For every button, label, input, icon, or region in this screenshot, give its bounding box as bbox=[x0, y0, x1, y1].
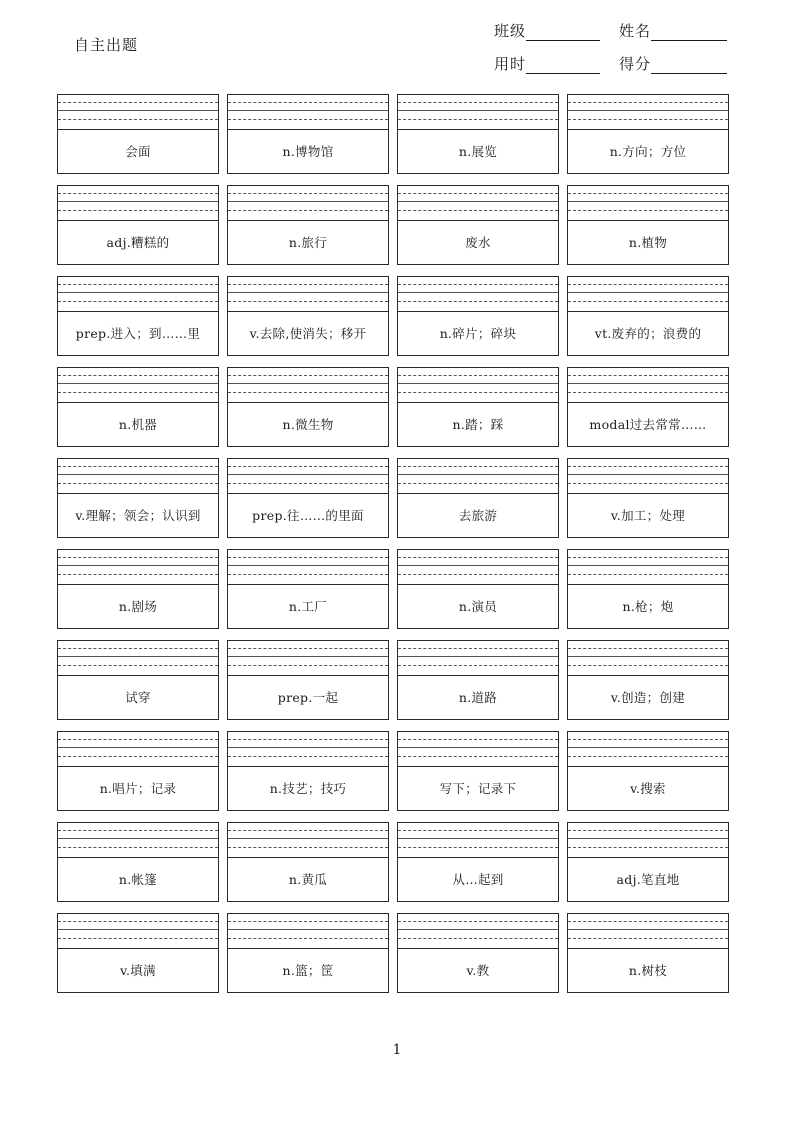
guide-line bbox=[568, 383, 728, 384]
guide-line bbox=[568, 119, 728, 120]
guide-line bbox=[228, 847, 388, 848]
vocab-card bbox=[397, 731, 559, 811]
guide-line bbox=[568, 102, 728, 103]
writing-lines[interactable] bbox=[398, 641, 558, 676]
vocab-card bbox=[57, 549, 219, 629]
writing-lines[interactable] bbox=[568, 277, 728, 312]
vocab-card bbox=[397, 822, 559, 902]
word-meaning: n.方向；方位 bbox=[609, 144, 687, 159]
word-meaning: n.植物 bbox=[628, 235, 668, 250]
guide-line bbox=[398, 292, 558, 293]
word-meaning: v.创造；创建 bbox=[610, 690, 686, 705]
guide-line bbox=[398, 665, 558, 666]
writing-lines[interactable] bbox=[58, 368, 218, 403]
guide-line bbox=[58, 656, 218, 657]
guide-line bbox=[568, 565, 728, 566]
guide-line bbox=[398, 921, 558, 922]
guide-line bbox=[398, 383, 558, 384]
guide-line bbox=[58, 392, 218, 393]
word-meaning: n.展览 bbox=[458, 144, 498, 159]
guide-line bbox=[58, 847, 218, 848]
writing-lines[interactable] bbox=[228, 368, 388, 403]
guide-line bbox=[398, 648, 558, 649]
vocab-card bbox=[567, 276, 729, 356]
guide-line bbox=[58, 929, 218, 930]
guide-line bbox=[398, 747, 558, 748]
writing-lines[interactable] bbox=[58, 732, 218, 767]
class-blank[interactable] bbox=[526, 26, 600, 41]
guide-line bbox=[568, 483, 728, 484]
vocab-card bbox=[567, 913, 729, 993]
word-meaning: v.理解；领会；认识到 bbox=[75, 508, 201, 523]
writing-lines[interactable] bbox=[228, 277, 388, 312]
vocab-card bbox=[227, 185, 389, 265]
guide-line bbox=[58, 375, 218, 376]
guide-line bbox=[58, 483, 218, 484]
guide-line bbox=[568, 830, 728, 831]
writing-lines[interactable] bbox=[398, 459, 558, 494]
guide-line bbox=[398, 110, 558, 111]
score-label: 得分 bbox=[619, 55, 652, 73]
guide-line bbox=[58, 201, 218, 202]
vocab-card bbox=[397, 367, 559, 447]
guide-line bbox=[228, 665, 388, 666]
word-meaning: adj.糟糕的 bbox=[106, 235, 170, 250]
writing-lines[interactable] bbox=[568, 459, 728, 494]
word-meaning: 废水 bbox=[465, 235, 491, 250]
name-label: 姓名 bbox=[619, 22, 652, 40]
vocab-card bbox=[57, 276, 219, 356]
writing-lines[interactable] bbox=[58, 186, 218, 221]
word-meaning: n.旅行 bbox=[288, 235, 328, 250]
writing-lines[interactable] bbox=[398, 368, 558, 403]
guide-line bbox=[228, 838, 388, 839]
guide-line bbox=[568, 938, 728, 939]
writing-lines[interactable] bbox=[568, 914, 728, 949]
vocab-card bbox=[567, 822, 729, 902]
guide-line bbox=[568, 747, 728, 748]
guide-line bbox=[58, 665, 218, 666]
word-meaning: prep.进入；到……里 bbox=[75, 326, 201, 341]
word-meaning: 去旅游 bbox=[458, 508, 498, 523]
word-meaning: n.剧场 bbox=[118, 599, 158, 614]
guide-line bbox=[398, 929, 558, 930]
writing-lines[interactable] bbox=[568, 368, 728, 403]
guide-line bbox=[58, 474, 218, 475]
vocab-card bbox=[57, 640, 219, 720]
word-meaning: 写下；记录下 bbox=[439, 781, 517, 796]
writing-lines[interactable] bbox=[228, 914, 388, 949]
writing-lines[interactable] bbox=[58, 459, 218, 494]
writing-lines[interactable] bbox=[398, 914, 558, 949]
guide-line bbox=[568, 466, 728, 467]
guide-line bbox=[398, 102, 558, 103]
guide-line bbox=[568, 110, 728, 111]
guide-line bbox=[58, 648, 218, 649]
vocab-card bbox=[227, 367, 389, 447]
vocab-card bbox=[57, 458, 219, 538]
vocab-card bbox=[227, 94, 389, 174]
score-blank[interactable] bbox=[651, 59, 727, 74]
word-meaning: 试穿 bbox=[125, 690, 151, 705]
writing-lines[interactable] bbox=[398, 732, 558, 767]
guide-line bbox=[398, 557, 558, 558]
guide-line bbox=[398, 193, 558, 194]
word-meaning: 会面 bbox=[125, 144, 151, 159]
name-field bbox=[619, 20, 727, 41]
guide-line bbox=[568, 201, 728, 202]
writing-lines[interactable] bbox=[228, 641, 388, 676]
word-meaning: n.工厂 bbox=[288, 599, 328, 614]
guide-line bbox=[398, 739, 558, 740]
word-meaning: n.树枝 bbox=[628, 963, 668, 978]
word-meaning: prep.一起 bbox=[277, 690, 339, 705]
guide-line bbox=[398, 210, 558, 211]
guide-line bbox=[568, 838, 728, 839]
vocab-card bbox=[227, 731, 389, 811]
word-meaning: v.去除,使消失；移开 bbox=[249, 326, 367, 341]
vocab-card bbox=[397, 185, 559, 265]
writing-lines[interactable] bbox=[568, 95, 728, 130]
guide-line bbox=[228, 466, 388, 467]
guide-line bbox=[228, 119, 388, 120]
guide-line bbox=[398, 656, 558, 657]
writing-lines[interactable] bbox=[398, 550, 558, 585]
guide-line bbox=[398, 375, 558, 376]
writing-lines[interactable] bbox=[228, 186, 388, 221]
guide-line bbox=[228, 383, 388, 384]
guide-line bbox=[568, 656, 728, 657]
guide-line bbox=[58, 565, 218, 566]
guide-line bbox=[398, 392, 558, 393]
word-meaning: prep.往……的里面 bbox=[252, 508, 364, 523]
writing-lines[interactable] bbox=[228, 823, 388, 858]
guide-line bbox=[58, 921, 218, 922]
guide-line bbox=[58, 110, 218, 111]
word-meaning: n.枪；炮 bbox=[622, 599, 674, 614]
writing-lines[interactable] bbox=[228, 459, 388, 494]
word-meaning: n.技艺；技巧 bbox=[269, 781, 347, 796]
word-meaning: n.篮；筐 bbox=[282, 963, 334, 978]
guide-line bbox=[228, 102, 388, 103]
writing-lines[interactable] bbox=[398, 186, 558, 221]
vocab-card bbox=[57, 822, 219, 902]
vocab-card bbox=[57, 94, 219, 174]
guide-line bbox=[568, 739, 728, 740]
guide-line bbox=[568, 921, 728, 922]
vocab-card bbox=[227, 549, 389, 629]
guide-line bbox=[228, 756, 388, 757]
word-meaning: n.博物馆 bbox=[282, 144, 334, 159]
vocab-card bbox=[57, 367, 219, 447]
word-meaning: v.填满 bbox=[120, 963, 156, 978]
guide-line bbox=[228, 747, 388, 748]
word-meaning: vt.废弃的；浪费的 bbox=[594, 326, 702, 341]
guide-line bbox=[398, 565, 558, 566]
guide-line bbox=[398, 574, 558, 575]
time-field bbox=[494, 53, 600, 74]
vocab-card bbox=[397, 913, 559, 993]
guide-line bbox=[398, 938, 558, 939]
vocab-card bbox=[227, 640, 389, 720]
guide-line bbox=[228, 292, 388, 293]
vocab-card bbox=[567, 367, 729, 447]
word-meaning: n.踏；踩 bbox=[452, 417, 504, 432]
word-meaning: adj.笔直地 bbox=[616, 872, 680, 887]
word-meaning: n.帐篷 bbox=[118, 872, 158, 887]
word-meaning: v.加工；处理 bbox=[610, 508, 686, 523]
guide-line bbox=[398, 830, 558, 831]
word-meaning: n.机器 bbox=[118, 417, 158, 432]
guide-line bbox=[228, 193, 388, 194]
guide-line bbox=[228, 301, 388, 302]
guide-line bbox=[58, 210, 218, 211]
vocabulary-grid bbox=[57, 94, 729, 993]
guide-line bbox=[568, 756, 728, 757]
vocab-card bbox=[57, 185, 219, 265]
guide-line bbox=[228, 574, 388, 575]
vocab-card bbox=[227, 276, 389, 356]
writing-lines[interactable] bbox=[58, 641, 218, 676]
guide-line bbox=[228, 565, 388, 566]
writing-lines[interactable] bbox=[398, 277, 558, 312]
time-label: 用时 bbox=[494, 55, 527, 73]
word-meaning: n.微生物 bbox=[282, 417, 334, 432]
guide-line bbox=[568, 847, 728, 848]
guide-line bbox=[228, 375, 388, 376]
vocab-card bbox=[397, 276, 559, 356]
guide-line bbox=[58, 301, 218, 302]
guide-line bbox=[568, 665, 728, 666]
writing-lines[interactable] bbox=[228, 732, 388, 767]
guide-line bbox=[568, 474, 728, 475]
guide-line bbox=[398, 838, 558, 839]
guide-line bbox=[568, 292, 728, 293]
vocab-card bbox=[397, 549, 559, 629]
score-field bbox=[619, 53, 727, 74]
guide-line bbox=[58, 292, 218, 293]
word-meaning: n.黄瓜 bbox=[288, 872, 328, 887]
writing-lines[interactable] bbox=[58, 550, 218, 585]
vocab-card bbox=[567, 731, 729, 811]
page-number: 1 bbox=[392, 1042, 402, 1058]
guide-line bbox=[228, 110, 388, 111]
word-meaning: n.唱片；记录 bbox=[99, 781, 177, 796]
worksheet-title: 自主出题 bbox=[74, 36, 139, 54]
guide-line bbox=[228, 656, 388, 657]
guide-line bbox=[228, 210, 388, 211]
word-meaning: n.演员 bbox=[458, 599, 498, 614]
writing-lines[interactable] bbox=[568, 550, 728, 585]
guide-line bbox=[58, 102, 218, 103]
vocab-card bbox=[567, 185, 729, 265]
guide-line bbox=[568, 648, 728, 649]
writing-lines[interactable] bbox=[228, 550, 388, 585]
guide-line bbox=[568, 929, 728, 930]
guide-line bbox=[568, 284, 728, 285]
guide-line bbox=[58, 747, 218, 748]
guide-line bbox=[58, 119, 218, 120]
guide-line bbox=[228, 201, 388, 202]
word-meaning: n.碎片；碎块 bbox=[439, 326, 517, 341]
guide-line bbox=[58, 193, 218, 194]
guide-line bbox=[228, 557, 388, 558]
writing-lines[interactable] bbox=[568, 641, 728, 676]
guide-line bbox=[58, 466, 218, 467]
guide-line bbox=[398, 474, 558, 475]
guide-line bbox=[398, 201, 558, 202]
vocab-card bbox=[567, 94, 729, 174]
guide-line bbox=[58, 938, 218, 939]
vocab-card bbox=[227, 913, 389, 993]
class-field bbox=[494, 20, 600, 41]
guide-line bbox=[58, 574, 218, 575]
vocab-card bbox=[397, 94, 559, 174]
guide-line bbox=[398, 284, 558, 285]
word-meaning: v.教 bbox=[466, 963, 490, 978]
guide-line bbox=[398, 847, 558, 848]
guide-line bbox=[58, 383, 218, 384]
guide-line bbox=[58, 557, 218, 558]
guide-line bbox=[398, 466, 558, 467]
guide-line bbox=[568, 210, 728, 211]
guide-line bbox=[228, 474, 388, 475]
vocab-card bbox=[57, 731, 219, 811]
word-meaning: v.搜索 bbox=[630, 781, 666, 796]
vocab-card bbox=[397, 458, 559, 538]
vocab-card bbox=[57, 913, 219, 993]
guide-line bbox=[228, 938, 388, 939]
guide-line bbox=[228, 921, 388, 922]
guide-line bbox=[568, 301, 728, 302]
class-label: 班级 bbox=[494, 22, 527, 40]
guide-line bbox=[228, 830, 388, 831]
guide-line bbox=[398, 119, 558, 120]
vocab-card bbox=[567, 549, 729, 629]
writing-lines[interactable] bbox=[58, 277, 218, 312]
vocab-card bbox=[567, 640, 729, 720]
word-meaning: n.道路 bbox=[458, 690, 498, 705]
writing-lines[interactable] bbox=[568, 732, 728, 767]
writing-lines[interactable] bbox=[568, 186, 728, 221]
writing-lines[interactable] bbox=[58, 823, 218, 858]
guide-line bbox=[398, 483, 558, 484]
writing-lines[interactable] bbox=[398, 823, 558, 858]
time-blank[interactable] bbox=[526, 59, 600, 74]
guide-line bbox=[568, 375, 728, 376]
writing-lines[interactable] bbox=[228, 95, 388, 130]
guide-line bbox=[228, 929, 388, 930]
guide-line bbox=[398, 756, 558, 757]
guide-line bbox=[58, 756, 218, 757]
name-blank[interactable] bbox=[651, 26, 727, 41]
guide-line bbox=[568, 557, 728, 558]
guide-line bbox=[568, 193, 728, 194]
writing-lines[interactable] bbox=[58, 95, 218, 130]
writing-lines[interactable] bbox=[398, 95, 558, 130]
guide-line bbox=[58, 830, 218, 831]
vocab-card bbox=[227, 822, 389, 902]
guide-line bbox=[228, 392, 388, 393]
writing-lines[interactable] bbox=[58, 914, 218, 949]
guide-line bbox=[568, 392, 728, 393]
guide-line bbox=[228, 739, 388, 740]
vocab-card bbox=[397, 640, 559, 720]
guide-line bbox=[228, 648, 388, 649]
writing-lines[interactable] bbox=[568, 823, 728, 858]
guide-line bbox=[58, 739, 218, 740]
word-meaning: 从…起到 bbox=[452, 872, 504, 887]
guide-line bbox=[58, 284, 218, 285]
guide-line bbox=[398, 301, 558, 302]
vocab-card bbox=[227, 458, 389, 538]
guide-line bbox=[228, 483, 388, 484]
guide-line bbox=[568, 574, 728, 575]
vocab-card bbox=[567, 458, 729, 538]
guide-line bbox=[228, 284, 388, 285]
word-meaning: modal过去常常…… bbox=[589, 417, 707, 432]
guide-line bbox=[58, 838, 218, 839]
